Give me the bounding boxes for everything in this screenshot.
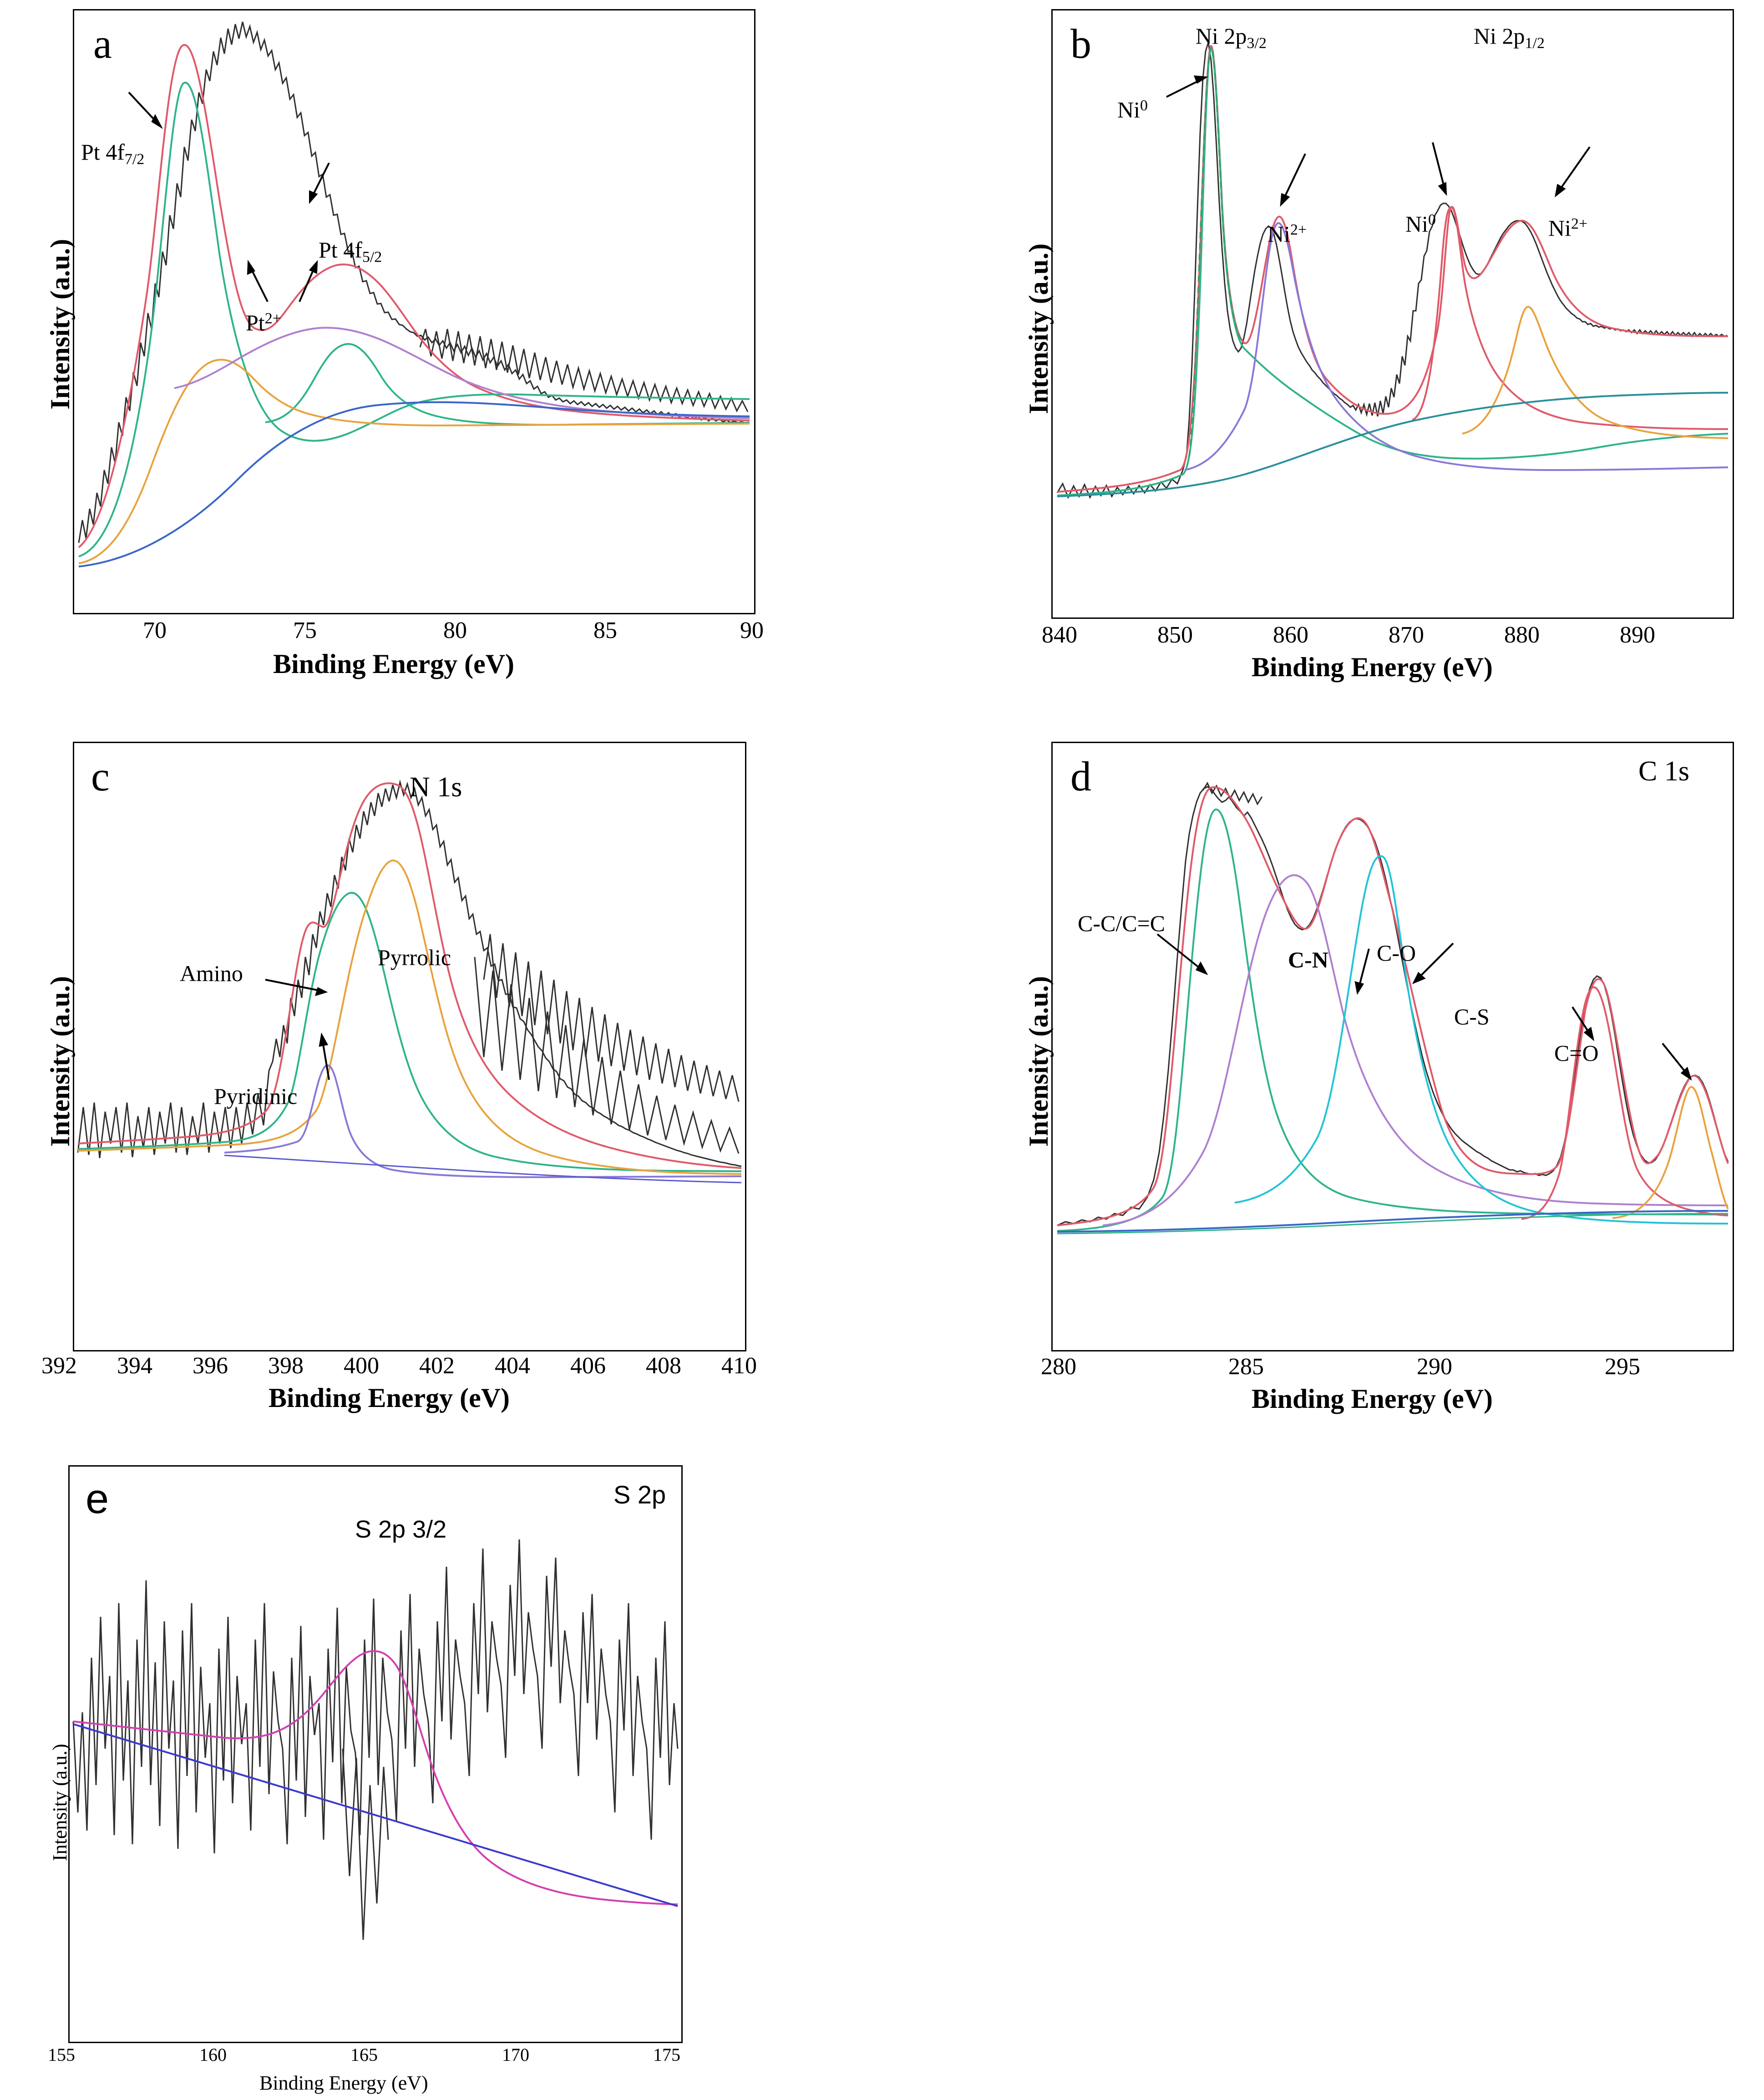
panel-c-x-axis-title: Binding Energy (eV) (269, 1383, 510, 1413)
panel-e-title: S 2p (613, 1480, 666, 1509)
panel-b-tick-4: 880 (1504, 622, 1540, 648)
panel-a (0, 0, 783, 692)
panel-a-label-pt4f72: Pt $4f_{7/2}$ (81, 139, 145, 168)
panel-d-tick-0: 280 (1041, 1354, 1076, 1380)
panel-b-tick-1: 850 (1157, 622, 1193, 648)
panel-d-title: C 1s (1638, 756, 1689, 787)
panel-a-tick-1: 75 (293, 617, 317, 643)
panel-a-x-axis-title: Binding Energy (eV) (273, 649, 515, 679)
panel-b-label-ni2p32: Ni $2p_{3/2}$ (1196, 23, 1267, 52)
panel-b-curves (1053, 10, 1733, 617)
panel-c (0, 733, 783, 1447)
panel-e-tick-4: 175 (653, 2044, 680, 2065)
panel-e-tick-1: 160 (199, 2044, 227, 2065)
panel-d-letter: d (1070, 753, 1091, 800)
panel-b-label-ni2p12: Ni $2p_{1/2}$ (1474, 23, 1545, 52)
panel-d-label-cs: C-S (1454, 1004, 1490, 1029)
panel-e-y-axis-title: Intensity (a.u.) (49, 1744, 71, 1861)
panel-e (0, 1456, 751, 2093)
panel-b-label-ni0-b: Ni$^0$ (1405, 211, 1436, 237)
panel-e-letter: e (86, 1476, 109, 1522)
panel-d-tick-2: 290 (1417, 1354, 1452, 1380)
panel-b-tick-0: 840 (1042, 622, 1077, 648)
panel-d (969, 733, 1764, 1447)
panel-a-label-pt4f52: Pt $4f_{5/2}$ (319, 237, 382, 266)
panel-b-letter: b (1070, 20, 1091, 67)
panel-c-plot-frame (73, 742, 746, 1351)
panel-c-tick-8: 408 (646, 1353, 681, 1379)
panel-c-tick-6: 404 (495, 1353, 530, 1379)
panel-d-tick-1: 285 (1228, 1354, 1264, 1380)
panel-c-tick-4: 400 (344, 1353, 379, 1379)
panel-c-tick-3: 398 (268, 1353, 304, 1379)
panel-d-label-ceqo: C=O (1554, 1040, 1599, 1066)
panel-d-tick-3: 295 (1605, 1354, 1640, 1380)
panel-c-y-axis-title: Intensity (a.u.) (45, 976, 75, 1147)
panel-b-x-axis-title: Binding Energy (eV) (1252, 652, 1493, 682)
panel-a-label-pt2plus: $Pt^{2+}$ (246, 310, 281, 335)
panel-a-tick-4: 90 (740, 617, 764, 643)
panel-a-plot-frame (73, 9, 755, 614)
panel-c-tick-0: 392 (41, 1353, 77, 1379)
panel-c-tick-7: 406 (570, 1353, 606, 1379)
panel-c-title: N 1s (410, 772, 462, 803)
panel-a-tick-2: 80 (443, 617, 467, 643)
panel-e-x-axis-title: Binding Energy (eV) (259, 2072, 428, 2094)
panel-c-tick-2: 396 (193, 1353, 228, 1379)
panel-b-label-ni0-a: Ni$^0$ (1117, 97, 1148, 122)
panel-b-label-ni2plus-a: $Ni^{2+}$ (1267, 221, 1307, 247)
panel-c-label-pyridinic: Pyridinic (214, 1083, 298, 1109)
panel-e-plot-frame (68, 1465, 683, 2043)
panel-a-tick-0: 70 (143, 617, 167, 643)
panel-c-label-amino: Amino (180, 961, 243, 986)
panel-b-tick-5: 890 (1620, 622, 1655, 648)
panel-d-curves (1053, 743, 1733, 1350)
panel-a-curves (74, 10, 754, 613)
panel-c-curves (74, 743, 745, 1350)
panel-a-tick-3: 85 (593, 617, 617, 643)
panel-b-label-ni2plus-b: $Ni^{2+}$ (1548, 215, 1588, 241)
panel-b-tick-3: 870 (1389, 622, 1424, 648)
panel-c-tick-5: 402 (419, 1353, 455, 1379)
panel-c-label-pyrrolic: Pyrrolic (378, 945, 451, 970)
panel-e-tick-2: 165 (350, 2044, 378, 2065)
panel-d-plot-frame (1051, 742, 1734, 1351)
panel-a-y-axis-title: Intensity (a.u.) (45, 238, 75, 410)
panel-c-tick-9: 410 (721, 1353, 757, 1379)
panel-b (969, 0, 1764, 701)
panel-d-label-cn: C-N (1288, 947, 1328, 972)
panel-d-label-co: C-O (1377, 940, 1416, 966)
panel-b-y-axis-title: Intensity (a.u.) (1024, 243, 1054, 414)
panel-d-x-axis-title: Binding Energy (eV) (1252, 1384, 1493, 1414)
panel-e-tick-0: 155 (48, 2044, 75, 2065)
panel-d-label-cc: C-C/C=C (1078, 911, 1166, 936)
panel-d-y-axis-title: Intensity (a.u.) (1024, 976, 1054, 1147)
panel-e-curves (70, 1467, 681, 2042)
panel-e-tick-3: 170 (502, 2044, 529, 2065)
panel-c-tick-1: 394 (117, 1353, 152, 1379)
panel-e-peak-label: S 2p 3/2 (355, 1516, 447, 1543)
panel-b-tick-2: 860 (1273, 622, 1308, 648)
panel-b-plot-frame (1051, 9, 1734, 619)
panel-a-letter: a (93, 20, 112, 67)
panel-c-letter: c (91, 753, 110, 800)
